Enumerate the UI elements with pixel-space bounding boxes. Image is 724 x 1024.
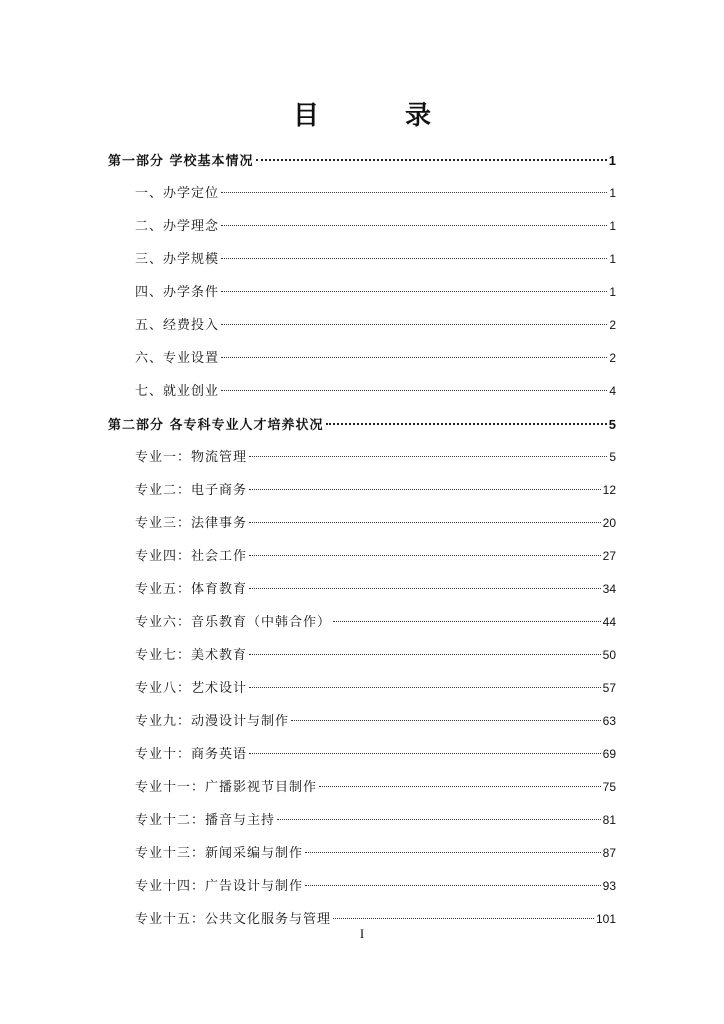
toc-entry-page: 50: [602, 648, 616, 662]
toc-entry[interactable]: [108, 804, 616, 837]
toc-entry[interactable]: [108, 639, 616, 672]
toc-dot-leader: [319, 786, 601, 787]
toc-entry[interactable]: [108, 507, 616, 540]
toc-entry-label: 专业九：动漫设计与制作: [135, 714, 290, 729]
toc-dot-leader: [333, 621, 601, 622]
toc-section-entry[interactable]: [108, 408, 616, 441]
toc-entry-page: 12: [602, 483, 616, 497]
toc-dot-leader: [256, 159, 607, 161]
toc-entry[interactable]: [108, 705, 616, 738]
toc-dot-leader: [221, 258, 607, 259]
toc-entry[interactable]: [108, 309, 616, 342]
toc-entry-page: 5: [609, 450, 616, 464]
toc-dot-leader: [221, 324, 607, 325]
toc-entry-label: 第一部分 学校基本情况: [108, 154, 254, 169]
toc-entry-page: 20: [602, 516, 616, 530]
toc-entry-label: 第二部分 各专科专业人才培养状况: [108, 418, 324, 433]
toc-entry[interactable]: [108, 276, 616, 309]
toc-entry-page: 81: [602, 813, 616, 827]
toc-dot-leader: [249, 753, 601, 754]
toc-entry-page: 75: [602, 780, 616, 794]
toc-entry[interactable]: [108, 573, 616, 606]
toc-section-entry[interactable]: [108, 144, 616, 177]
toc-entry-label: 三、办学规模: [135, 252, 220, 267]
toc-entry-page: 1: [609, 219, 616, 233]
toc-entry-label: 专业十一：广播影视节目制作: [135, 780, 318, 795]
toc-entry-label: 专业五：体育教育: [135, 582, 248, 597]
page-number: I: [359, 926, 365, 941]
toc-entry[interactable]: [108, 177, 616, 210]
toc-entry[interactable]: [108, 837, 616, 870]
toc-entry-label: 专业十：商务英语: [135, 747, 248, 762]
toc-dot-leader: [249, 654, 601, 655]
toc-entry[interactable]: [108, 672, 616, 705]
toc-entry-label: 二、办学理念: [135, 219, 220, 234]
toc-entry-page: 1: [609, 285, 616, 299]
toc-entry-label: 专业八：艺术设计: [135, 681, 248, 696]
toc-entry[interactable]: [108, 606, 616, 639]
toc-entry-label: 专业十二：播音与主持: [135, 813, 276, 828]
toc-dot-leader: [249, 522, 601, 523]
toc-entry-page: 57: [602, 681, 616, 695]
toc-dot-leader: [291, 720, 601, 721]
toc-dot-leader: [249, 456, 607, 457]
toc-entry-label: 专业七：美术教育: [135, 648, 248, 663]
toc-entry-label: 一、办学定位: [135, 186, 220, 201]
toc-dot-leader: [305, 852, 601, 853]
toc-entry-page: 101: [595, 912, 616, 926]
toc-dot-leader: [305, 885, 601, 886]
toc-entry-page: 34: [602, 582, 616, 596]
toc-entry-page: 69: [602, 747, 616, 761]
toc-entry-page: 1: [609, 252, 616, 266]
toc-entry-page: 4: [609, 384, 616, 398]
toc-entry[interactable]: [108, 375, 616, 408]
toc-entry[interactable]: [108, 441, 616, 474]
toc-entry-page: 44: [602, 615, 616, 629]
toc-dot-leader: [221, 357, 607, 358]
toc-entry-label: 专业一：物流管理: [135, 450, 248, 465]
toc-entry-label: 专业六：音乐教育（中韩合作）: [135, 615, 332, 630]
toc-dot-leader: [249, 687, 601, 688]
toc-entry-page: 5: [608, 417, 616, 432]
toc-dot-leader: [249, 588, 601, 589]
toc-entry-page: 93: [602, 879, 616, 893]
toc-entry[interactable]: [108, 771, 616, 804]
toc-entry[interactable]: [108, 474, 616, 507]
toc-entry[interactable]: [108, 243, 616, 276]
toc-entry-label: 五、经费投入: [135, 318, 220, 333]
toc-entry[interactable]: [108, 540, 616, 573]
toc-dot-leader: [333, 918, 594, 919]
toc-dot-leader: [221, 291, 607, 292]
toc-entry-label: 四、办学条件: [135, 285, 220, 300]
toc-dot-leader: [221, 225, 607, 226]
toc-dot-leader: [249, 489, 601, 490]
toc-dot-leader: [221, 390, 607, 391]
page-title: 目 录: [292, 101, 461, 131]
toc-entry-page: 27: [602, 549, 616, 563]
toc-entry-page: 63: [602, 714, 616, 728]
toc-entry-page: 87: [602, 846, 616, 860]
toc-entry-page: 1: [609, 186, 616, 200]
toc-entry-page: 2: [609, 351, 616, 365]
toc-entry-page: 2: [609, 318, 616, 332]
toc-entry-label: 专业二：电子商务: [135, 483, 248, 498]
toc-entry-label: 专业十四：广告设计与制作: [135, 879, 304, 894]
toc-entry[interactable]: [108, 738, 616, 771]
toc-dot-leader: [277, 819, 601, 820]
toc-entry-label: 专业三：法律事务: [135, 516, 248, 531]
toc-entry-label: 专业十五：公共文化服务与管理: [135, 912, 332, 927]
toc-dot-leader: [249, 555, 601, 556]
toc-entry-page: 1: [608, 153, 616, 168]
toc-dot-leader: [221, 192, 607, 193]
toc-entry[interactable]: [108, 342, 616, 375]
toc-entry-label: 专业四：社会工作: [135, 549, 248, 564]
toc-entry[interactable]: [108, 210, 616, 243]
table-of-contents: [108, 144, 616, 936]
toc-entry-label: 专业十三：新闻采编与制作: [135, 846, 304, 861]
toc-entry-label: 六、专业设置: [135, 351, 220, 366]
toc-dot-leader: [326, 423, 607, 425]
toc-entry-label: 七、就业创业: [135, 384, 220, 399]
toc-entry[interactable]: [108, 870, 616, 903]
